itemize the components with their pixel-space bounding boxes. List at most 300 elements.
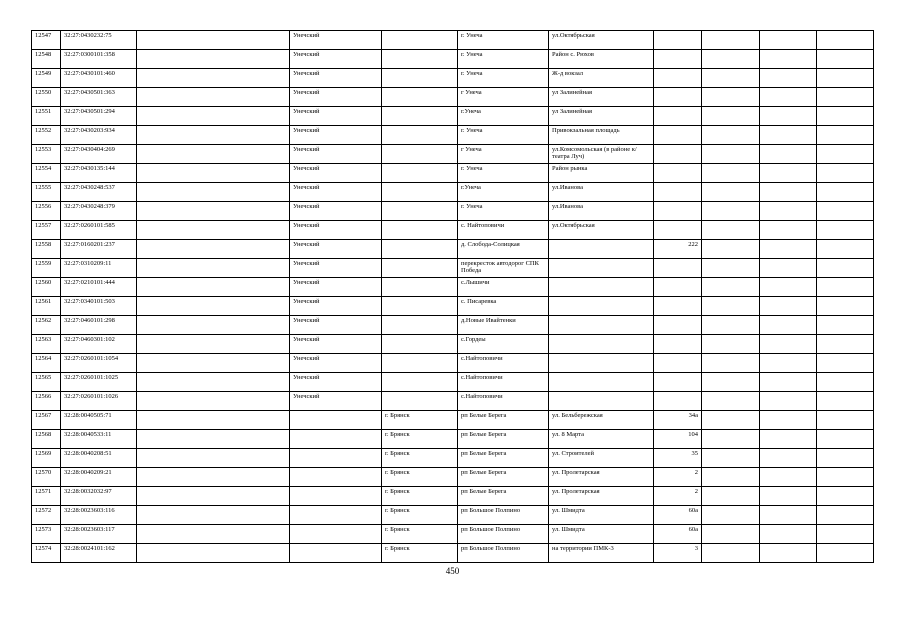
cadastral-number-cell: 32:28:0032032:97	[61, 487, 137, 506]
empty-cell	[760, 50, 817, 69]
city-cell: г. Брянск	[382, 525, 458, 544]
cadastral-number-cell: 32:27:0340101:503	[61, 297, 137, 316]
street-cell: ул. Шмидта	[549, 506, 654, 525]
empty-cell	[702, 183, 760, 202]
registry-table	[31, 30, 874, 563]
city-cell: г. Брянск	[382, 544, 458, 563]
empty-cell	[702, 50, 760, 69]
house-number-cell	[654, 221, 702, 240]
city-cell	[382, 145, 458, 164]
cadastral-number-cell: 32:27:0260101:585	[61, 221, 137, 240]
district-cell	[290, 487, 382, 506]
empty-cell	[760, 31, 817, 50]
city-cell	[382, 278, 458, 297]
street-cell: ул.Иванова	[549, 202, 654, 221]
house-number-cell: 2	[654, 487, 702, 506]
table-body	[32, 31, 874, 563]
district-cell: Унечский	[290, 335, 382, 354]
house-number-cell	[654, 50, 702, 69]
cadastral-number-cell: 32:27:0430501:363	[61, 88, 137, 107]
empty-cell	[760, 506, 817, 525]
street-cell	[549, 259, 654, 278]
street-cell: ул. Пролетарская	[549, 468, 654, 487]
house-number-cell	[654, 278, 702, 297]
street-cell: ул.Октябрьская	[549, 31, 654, 50]
district-cell	[290, 525, 382, 544]
empty-cell	[137, 392, 290, 411]
house-number-cell	[654, 88, 702, 107]
empty-cell	[702, 145, 760, 164]
house-number-cell	[654, 126, 702, 145]
empty-cell	[817, 392, 874, 411]
empty-cell	[760, 221, 817, 240]
row-number-cell: 12572	[32, 506, 61, 525]
empty-cell	[817, 88, 874, 107]
cadastral-number-cell: 32:27:0460101:298	[61, 316, 137, 335]
row-number-cell: 12556	[32, 202, 61, 221]
district-cell: Унечский	[290, 164, 382, 183]
table-row	[32, 69, 874, 88]
row-number-cell: 12554	[32, 164, 61, 183]
house-number-cell	[654, 183, 702, 202]
city-cell	[382, 392, 458, 411]
house-number-cell: 60а	[654, 506, 702, 525]
house-number-cell	[654, 107, 702, 126]
empty-cell	[702, 335, 760, 354]
cadastral-number-cell: 32:28:0040533:11	[61, 430, 137, 449]
street-cell: на территории ПМК-3	[549, 544, 654, 563]
settlement-cell: рп Белые Берега	[458, 487, 549, 506]
cadastral-number-cell: 32:27:0430101:460	[61, 69, 137, 88]
city-cell	[382, 50, 458, 69]
empty-cell	[702, 392, 760, 411]
empty-cell	[817, 145, 874, 164]
empty-cell	[137, 373, 290, 392]
empty-cell	[760, 411, 817, 430]
empty-cell	[137, 544, 290, 563]
row-number-cell: 12573	[32, 525, 61, 544]
district-cell: Унечский	[290, 202, 382, 221]
street-cell: ул. Пролетарская	[549, 487, 654, 506]
empty-cell	[702, 297, 760, 316]
street-cell	[549, 335, 654, 354]
district-cell	[290, 506, 382, 525]
district-cell: Унечский	[290, 107, 382, 126]
street-cell	[549, 278, 654, 297]
empty-cell	[137, 69, 290, 88]
cadastral-number-cell: 32:27:0210101:444	[61, 278, 137, 297]
district-cell: Унечский	[290, 183, 382, 202]
row-number-cell: 12571	[32, 487, 61, 506]
city-cell	[382, 69, 458, 88]
empty-cell	[702, 259, 760, 278]
street-cell	[549, 392, 654, 411]
empty-cell	[817, 183, 874, 202]
row-number-cell: 12568	[32, 430, 61, 449]
house-number-cell	[654, 69, 702, 88]
settlement-cell: г Унеча	[458, 145, 549, 164]
street-cell: ул. 8 Марта	[549, 430, 654, 449]
settlement-cell: г. Унеча	[458, 126, 549, 145]
district-cell: Унечский	[290, 259, 382, 278]
empty-cell	[137, 88, 290, 107]
table-row	[32, 164, 874, 183]
house-number-cell: 34а	[654, 411, 702, 430]
empty-cell	[760, 240, 817, 259]
city-cell	[382, 221, 458, 240]
row-number-cell: 12549	[32, 69, 61, 88]
cadastral-number-cell: 32:28:0023603:116	[61, 506, 137, 525]
row-number-cell: 12558	[32, 240, 61, 259]
empty-cell	[760, 164, 817, 183]
table-row	[32, 259, 874, 278]
table-row	[32, 107, 874, 126]
row-number-cell: 12547	[32, 31, 61, 50]
row-number-cell: 12559	[32, 259, 61, 278]
cadastral-number-cell: 32:27:0430404:269	[61, 145, 137, 164]
table-row	[32, 392, 874, 411]
empty-cell	[760, 468, 817, 487]
empty-cell	[817, 221, 874, 240]
empty-cell	[760, 544, 817, 563]
street-cell: ул.Комсомольская (в районе к/театра Луч)	[549, 145, 654, 164]
empty-cell	[817, 297, 874, 316]
settlement-cell: рп Белые Берега	[458, 468, 549, 487]
district-cell	[290, 430, 382, 449]
empty-cell	[702, 468, 760, 487]
empty-cell	[702, 126, 760, 145]
cadastral-number-cell: 32:27:0430232:75	[61, 31, 137, 50]
table-row	[32, 240, 874, 259]
street-cell: ул Залинейная	[549, 107, 654, 126]
empty-cell	[137, 525, 290, 544]
row-number-cell: 12561	[32, 297, 61, 316]
settlement-cell: г.Унеча	[458, 183, 549, 202]
house-number-cell	[654, 316, 702, 335]
city-cell	[382, 88, 458, 107]
empty-cell	[137, 107, 290, 126]
empty-cell	[760, 487, 817, 506]
row-number-cell: 12566	[32, 392, 61, 411]
empty-cell	[137, 183, 290, 202]
empty-cell	[702, 544, 760, 563]
house-number-cell	[654, 31, 702, 50]
cadastral-number-cell: 32:27:0260101:1025	[61, 373, 137, 392]
row-number-cell: 12553	[32, 145, 61, 164]
house-number-cell	[654, 354, 702, 373]
street-cell	[549, 354, 654, 373]
empty-cell	[137, 31, 290, 50]
empty-cell	[137, 468, 290, 487]
settlement-cell: рп Белые Берега	[458, 430, 549, 449]
empty-cell	[137, 50, 290, 69]
empty-cell	[817, 487, 874, 506]
street-cell: Ж-д вокзал	[549, 69, 654, 88]
table-row	[32, 31, 874, 50]
empty-cell	[137, 278, 290, 297]
district-cell: Унечский	[290, 240, 382, 259]
empty-cell	[702, 221, 760, 240]
city-cell	[382, 107, 458, 126]
cadastral-number-cell: 32:27:0460301:102	[61, 335, 137, 354]
district-cell: Унечский	[290, 31, 382, 50]
empty-cell	[817, 31, 874, 50]
street-cell: ул.Октябрьская	[549, 221, 654, 240]
cadastral-number-cell: 32:27:0430135:144	[61, 164, 137, 183]
row-number-cell: 12569	[32, 449, 61, 468]
empty-cell	[137, 259, 290, 278]
house-number-cell	[654, 202, 702, 221]
row-number-cell: 12567	[32, 411, 61, 430]
city-cell	[382, 335, 458, 354]
settlement-cell: с.Найтоповичи	[458, 354, 549, 373]
empty-cell	[137, 126, 290, 145]
city-cell: г. Брянск	[382, 430, 458, 449]
house-number-cell	[654, 335, 702, 354]
empty-cell	[817, 126, 874, 145]
district-cell: Унечский	[290, 316, 382, 335]
row-number-cell: 12552	[32, 126, 61, 145]
empty-cell	[137, 221, 290, 240]
street-cell: ул. Строителей	[549, 449, 654, 468]
table-row	[32, 411, 874, 430]
row-number-cell: 12557	[32, 221, 61, 240]
street-cell	[549, 240, 654, 259]
settlement-cell: с. Найтоповичи	[458, 221, 549, 240]
street-cell: ул Залинейная	[549, 88, 654, 107]
district-cell: Унечский	[290, 50, 382, 69]
house-number-cell	[654, 297, 702, 316]
table-row	[32, 449, 874, 468]
table-row	[32, 145, 874, 164]
empty-cell	[817, 202, 874, 221]
city-cell	[382, 259, 458, 278]
city-cell: г. Брянск	[382, 487, 458, 506]
house-number-cell: 60а	[654, 525, 702, 544]
empty-cell	[137, 202, 290, 221]
house-number-cell	[654, 145, 702, 164]
table-row	[32, 544, 874, 563]
house-number-cell	[654, 392, 702, 411]
settlement-cell: рп Большое Полпино	[458, 506, 549, 525]
empty-cell	[760, 145, 817, 164]
table-row	[32, 221, 874, 240]
empty-cell	[817, 506, 874, 525]
city-cell	[382, 164, 458, 183]
district-cell: Унечский	[290, 354, 382, 373]
city-cell	[382, 240, 458, 259]
street-cell: Привокзальная площадь	[549, 126, 654, 145]
empty-cell	[137, 430, 290, 449]
settlement-cell: г. Унеча	[458, 50, 549, 69]
street-cell: Район с. Рюхов	[549, 50, 654, 69]
house-number-cell: 3	[654, 544, 702, 563]
empty-cell	[702, 316, 760, 335]
table-row	[32, 183, 874, 202]
empty-cell	[137, 487, 290, 506]
settlement-cell: перекресток автодорог СПК Победа	[458, 259, 549, 278]
empty-cell	[137, 240, 290, 259]
empty-cell	[760, 183, 817, 202]
district-cell: Унечский	[290, 392, 382, 411]
empty-cell	[137, 449, 290, 468]
empty-cell	[817, 107, 874, 126]
empty-cell	[760, 316, 817, 335]
street-cell	[549, 316, 654, 335]
cadastral-number-cell: 32:27:0430501:294	[61, 107, 137, 126]
empty-cell	[137, 506, 290, 525]
empty-cell	[760, 88, 817, 107]
empty-cell	[137, 316, 290, 335]
settlement-cell: г. Унеча	[458, 164, 549, 183]
empty-cell	[817, 50, 874, 69]
empty-cell	[702, 373, 760, 392]
street-cell: Район рынка	[549, 164, 654, 183]
empty-cell	[702, 31, 760, 50]
empty-cell	[817, 449, 874, 468]
row-number-cell: 12574	[32, 544, 61, 563]
house-number-cell	[654, 259, 702, 278]
table-row	[32, 297, 874, 316]
table-row	[32, 50, 874, 69]
district-cell: Унечский	[290, 373, 382, 392]
empty-cell	[702, 69, 760, 88]
city-cell	[382, 202, 458, 221]
empty-cell	[760, 430, 817, 449]
settlement-cell: рп Белые Берега	[458, 449, 549, 468]
empty-cell	[817, 468, 874, 487]
table-row	[32, 202, 874, 221]
settlement-cell: с.Гордеы	[458, 335, 549, 354]
empty-cell	[817, 278, 874, 297]
table-row	[32, 88, 874, 107]
empty-cell	[760, 278, 817, 297]
house-number-cell: 35	[654, 449, 702, 468]
district-cell	[290, 544, 382, 563]
cadastral-number-cell: 32:27:0260101:1054	[61, 354, 137, 373]
table-row	[32, 506, 874, 525]
empty-cell	[760, 69, 817, 88]
city-cell: г. Брянск	[382, 449, 458, 468]
empty-cell	[760, 354, 817, 373]
street-cell: ул.Иванова	[549, 183, 654, 202]
district-cell: Унечский	[290, 126, 382, 145]
district-cell: Унечский	[290, 278, 382, 297]
house-number-cell: 104	[654, 430, 702, 449]
cadastral-number-cell: 32:27:0260101:1026	[61, 392, 137, 411]
row-number-cell: 12563	[32, 335, 61, 354]
empty-cell	[817, 69, 874, 88]
empty-cell	[702, 449, 760, 468]
cadastral-number-cell: 32:28:0040208:51	[61, 449, 137, 468]
settlement-cell: г. Унеча	[458, 202, 549, 221]
empty-cell	[137, 411, 290, 430]
street-cell: ул. Шмидта	[549, 525, 654, 544]
page-number: 450	[445, 566, 460, 576]
row-number-cell: 12570	[32, 468, 61, 487]
empty-cell	[137, 297, 290, 316]
empty-cell	[760, 297, 817, 316]
city-cell	[382, 126, 458, 145]
empty-cell	[702, 240, 760, 259]
empty-cell	[760, 259, 817, 278]
empty-cell	[702, 164, 760, 183]
empty-cell	[137, 145, 290, 164]
row-number-cell: 12565	[32, 373, 61, 392]
city-cell: г. Брянск	[382, 506, 458, 525]
cadastral-number-cell: 32:28:0040209:21	[61, 468, 137, 487]
empty-cell	[702, 278, 760, 297]
cadastral-number-cell: 32:28:0024101:162	[61, 544, 137, 563]
cadastral-number-cell: 32:27:0430248:537	[61, 183, 137, 202]
district-cell: Унечский	[290, 145, 382, 164]
empty-cell	[817, 316, 874, 335]
row-number-cell: 12551	[32, 107, 61, 126]
settlement-cell: с. Писаревка	[458, 297, 549, 316]
row-number-cell: 12562	[32, 316, 61, 335]
cadastral-number-cell: 32:28:0040505:71	[61, 411, 137, 430]
empty-cell	[702, 487, 760, 506]
empty-cell	[702, 354, 760, 373]
table-row	[32, 525, 874, 544]
cadastral-number-cell: 32:27:0300101:358	[61, 50, 137, 69]
row-number-cell: 12555	[32, 183, 61, 202]
empty-cell	[817, 164, 874, 183]
table-row	[32, 278, 874, 297]
house-number-cell	[654, 164, 702, 183]
empty-cell	[760, 373, 817, 392]
empty-cell	[817, 259, 874, 278]
row-number-cell: 12548	[32, 50, 61, 69]
row-number-cell: 12550	[32, 88, 61, 107]
city-cell	[382, 183, 458, 202]
table-row	[32, 335, 874, 354]
city-cell: г. Брянск	[382, 411, 458, 430]
empty-cell	[137, 335, 290, 354]
settlement-cell: г. Унеча	[458, 69, 549, 88]
settlement-cell: с.Найтоповичи	[458, 392, 549, 411]
table-row	[32, 373, 874, 392]
street-cell	[549, 373, 654, 392]
district-cell	[290, 411, 382, 430]
cadastral-number-cell: 32:27:0160201:237	[61, 240, 137, 259]
street-cell	[549, 297, 654, 316]
empty-cell	[817, 525, 874, 544]
cadastral-number-cell: 32:27:0310209:11	[61, 259, 137, 278]
empty-cell	[760, 107, 817, 126]
city-cell	[382, 373, 458, 392]
cadastral-number-cell: 32:27:0430203:934	[61, 126, 137, 145]
settlement-cell: с.Лышичи	[458, 278, 549, 297]
house-number-cell	[654, 373, 702, 392]
empty-cell	[702, 88, 760, 107]
settlement-cell: г Унеча	[458, 88, 549, 107]
empty-cell	[702, 506, 760, 525]
city-cell	[382, 31, 458, 50]
city-cell	[382, 316, 458, 335]
empty-cell	[760, 449, 817, 468]
empty-cell	[817, 430, 874, 449]
table-row	[32, 316, 874, 335]
empty-cell	[817, 354, 874, 373]
city-cell	[382, 354, 458, 373]
empty-cell	[702, 525, 760, 544]
district-cell	[290, 468, 382, 487]
cadastral-number-cell: 32:27:0430248:379	[61, 202, 137, 221]
row-number-cell: 12560	[32, 278, 61, 297]
cadastral-number-cell: 32:28:0023603:117	[61, 525, 137, 544]
empty-cell	[760, 126, 817, 145]
